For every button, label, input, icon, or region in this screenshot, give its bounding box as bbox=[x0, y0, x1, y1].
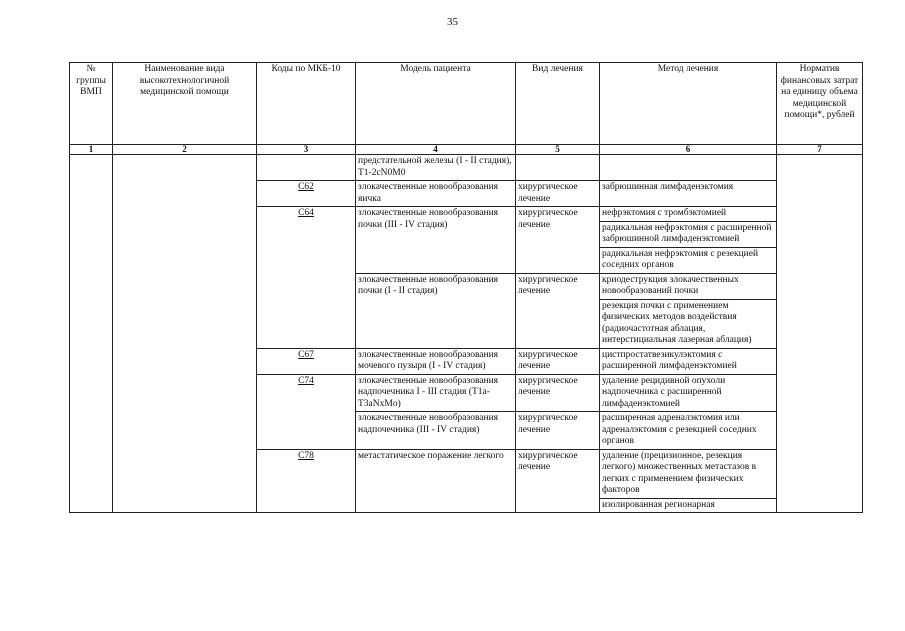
header-treatment-method: Метод лечения bbox=[600, 63, 777, 145]
icd-code-link[interactable]: C67 bbox=[298, 349, 314, 360]
column-number: 2 bbox=[113, 145, 257, 155]
column-number: 7 bbox=[777, 145, 863, 155]
header-row bbox=[70, 63, 863, 145]
icd-code-cell bbox=[257, 348, 356, 374]
column-number: 5 bbox=[516, 145, 600, 155]
icd-code-cell bbox=[257, 155, 356, 181]
icd-code-cell bbox=[257, 181, 356, 207]
header-care-type: Наименование вида высокотехнологичной медицинской помощи bbox=[113, 63, 257, 145]
patient-model-cell: злокачественные новообразования надпочечника (III - IV стадия) bbox=[356, 412, 516, 450]
cost-standard-cell bbox=[777, 155, 863, 513]
patient-model-cell: злокачественные новообразования почки (III - IV стадия) bbox=[356, 207, 516, 274]
treatment-type-cell: хирургическое лечение bbox=[516, 181, 600, 207]
icd-code-link[interactable]: C62 bbox=[298, 182, 314, 192]
treatment-method-cell: расширенная адреналэктомия или адреналэктомия с резекцией соседних органов bbox=[600, 412, 777, 450]
treatment-method-cell: нефрэктомия с тромбэктомией bbox=[600, 207, 777, 222]
header-cost-text: Норматив финансовых затрат на единицу объема медицинской помощи*, рублей bbox=[780, 64, 859, 120]
icd-code-link[interactable]: C74 bbox=[298, 375, 314, 386]
treatment-method-cell: цистпростатвезикулэктомия с расширенной лимфаденэктомией bbox=[600, 348, 777, 374]
icd-code-cell bbox=[257, 449, 356, 513]
treatment-method-cell: удаление (прецизионное, резекция легкого) множественных метастазов в легких с применением физических факторов bbox=[600, 449, 777, 498]
header-cost-standard bbox=[777, 63, 863, 145]
page-number: 35 bbox=[447, 16, 458, 28]
header-icd-codes: Коды по МКБ-10 bbox=[257, 63, 356, 145]
column-number: 4 bbox=[356, 145, 516, 155]
patient-model-cell: злокачественные новообразования яичка bbox=[356, 181, 516, 207]
header-patient-model: Модель пациента bbox=[356, 63, 516, 145]
treatment-method-cell: криодеструкция злокачественных новообразований почки bbox=[600, 273, 777, 299]
treatment-method-cell: радикальная нефрэктомия с резекцией соседних органов bbox=[600, 247, 777, 273]
table-row bbox=[70, 155, 863, 181]
treatment-type-cell: хирургическое лечение bbox=[516, 348, 600, 374]
treatment-method-cell bbox=[600, 155, 777, 181]
treatment-method-cell: изолированная регионарная bbox=[600, 498, 777, 513]
treatment-method-cell: удаление рецидивной опухоли надпочечника с расширенной лимфаденэктомией bbox=[600, 374, 777, 412]
care-type-cell bbox=[113, 155, 257, 513]
vmp-table bbox=[69, 62, 863, 513]
patient-model-cell: метастатическое поражение легкого bbox=[356, 449, 516, 513]
column-numbers-row bbox=[70, 145, 863, 155]
patient-model-cell: злокачественные новообразования почки (I - II стадия) bbox=[356, 273, 516, 348]
treatment-type-cell bbox=[516, 155, 600, 181]
column-number: 6 bbox=[600, 145, 777, 155]
column-number: 3 bbox=[257, 145, 356, 155]
treatment-method-cell: забрюшинная лимфаденэктомия bbox=[600, 181, 777, 207]
header-group-number: № группы ВМП bbox=[70, 63, 113, 145]
treatment-method-cell: резекция почки с применением физических методов воздействия (радиочастотная аблация, интерстициальная лазерная аблация) bbox=[600, 299, 777, 348]
icd-code-cell bbox=[257, 374, 356, 449]
treatment-type-cell: хирургическое лечение bbox=[516, 273, 600, 348]
header-treatment-type: Вид лечения bbox=[516, 63, 600, 145]
treatment-type-cell: хирургическое лечение bbox=[516, 449, 600, 513]
icd-code-cell bbox=[257, 207, 356, 349]
treatment-type-cell: хирургическое лечение bbox=[516, 207, 600, 274]
icd-code-link[interactable]: C64 bbox=[298, 208, 314, 218]
treatment-method-cell: радикальная нефрэктомия с расширенной забрюшинной лимфаденэктомией bbox=[600, 221, 777, 247]
patient-model-cell: предстательной железы (I - II стадия), T1-2cN0M0 bbox=[356, 155, 516, 181]
column-number: 1 bbox=[70, 145, 113, 155]
icd-code-link[interactable]: C78 bbox=[298, 450, 314, 461]
treatment-type-cell: хирургическое лечение bbox=[516, 374, 600, 412]
treatment-type-cell: хирургическое лечение bbox=[516, 412, 600, 450]
patient-model-cell: злокачественные новообразования надпочечника I - III стадия (T1a-T3aNxMo) bbox=[356, 374, 516, 412]
patient-model-cell: злокачественные новообразования мочевого пузыря (I - IV стадия) bbox=[356, 348, 516, 374]
group-number-cell bbox=[70, 155, 113, 513]
